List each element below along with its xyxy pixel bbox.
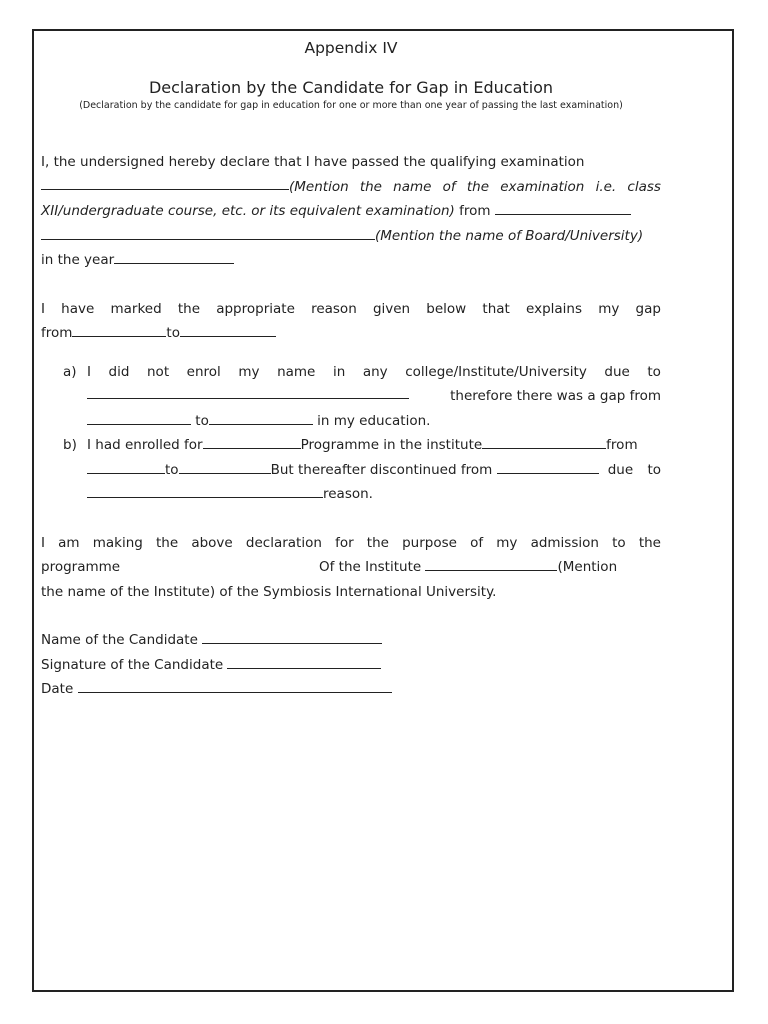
reason-b-reason-blank[interactable] [87,483,323,498]
document-title: Declaration by the Candidate for Gap in Education [148,78,554,97]
board-hint: (Mention the name of Board/University) [375,227,644,244]
reason-a-cause-blank[interactable] [87,384,409,399]
reason-b-text1: I had enrolled for [87,437,203,453]
candidate-signature-label: Signature of the Candidate [41,656,224,673]
year-blank[interactable] [114,249,234,264]
reason-b-programme-blank[interactable] [203,434,301,449]
exam-hint-part1: (Mention the name of the examination i.e. class [289,178,661,195]
reason-b-to-blank[interactable] [179,459,271,474]
signature-block [41,628,661,702]
para1-intro: I, the undersigned hereby declare that I have passed the qualifying examination [41,154,585,170]
reason-a-marker: a) [63,363,77,380]
reason-a-from-blank[interactable] [87,410,191,425]
date-label: Date [41,681,74,697]
year-label: in the year [41,252,115,268]
gap-from-blank[interactable] [72,322,166,337]
from-label: from [459,203,491,219]
board-from-blank[interactable] [495,200,631,215]
date-blank[interactable] [78,678,392,693]
reason-a-text3: in my education. [317,412,431,429]
board-name-blank[interactable] [41,225,375,240]
reason-a: a) I did not enrol my name in any college/Institute/University due to therefore there was a gap from to in my education. [41,360,661,434]
candidate-name-label: Name of the Candidate [41,632,198,648]
of-institute-label: Of the Institute [319,559,422,575]
institute-name-blank[interactable] [425,556,557,571]
reason-a-to-label: to [195,412,209,429]
exam-hint-part2: XII/undergraduate course, etc. or its equivalent examination) [41,203,455,219]
reasons-list [41,360,661,507]
reason-a-text2: therefore there was a gap from [450,388,661,404]
reason-b-reason-label: reason. [323,486,373,502]
declaration-document [41,38,661,702]
reason-b-to-label: to [165,461,179,478]
reason-b-from-label: from [606,437,638,453]
reason-b-marker: b) [63,437,77,453]
reason-b-discontinued-blank[interactable] [497,459,599,474]
reason-b [41,433,661,507]
programme-label: programme [41,559,121,575]
reason-b-text2: Programme in the institute [300,437,483,453]
reason-b-from-blank[interactable] [87,459,165,474]
institute-text2: the name of the Institute) of the Symbiosis International University. [41,583,497,600]
gap-reason-paragraph: I have marked the appropriate reason given below that explains my gap from to [41,300,661,341]
reason-b-text3: But thereafter discontinued from [270,461,493,478]
candidate-name-blank[interactable] [202,629,382,644]
mention-label: (Mention [557,559,618,575]
document-subtitle: (Declaration by the candidate for gap in education for one or more than one year of passing the last examination) [79,100,623,111]
appendix-heading: Appendix IV [304,39,398,57]
qualifying-exam-paragraph [41,150,661,273]
gap-to-blank[interactable] [180,322,276,337]
reason-b-institute-blank[interactable] [482,434,606,449]
reason-a-to-blank[interactable] [209,410,313,425]
admission-purpose-paragraph: I am making the above declaration for the purpose of my admission to the programme Of the Institute (Mention the name of the Institute) of the Symbiosis International University. [41,534,661,600]
exam-name-blank[interactable] [41,175,289,190]
candidate-signature-blank[interactable] [227,654,381,669]
gap-to-label: to [166,325,180,341]
gap-from-label: from [41,325,73,341]
reason-b-due-to: due to [607,461,661,478]
